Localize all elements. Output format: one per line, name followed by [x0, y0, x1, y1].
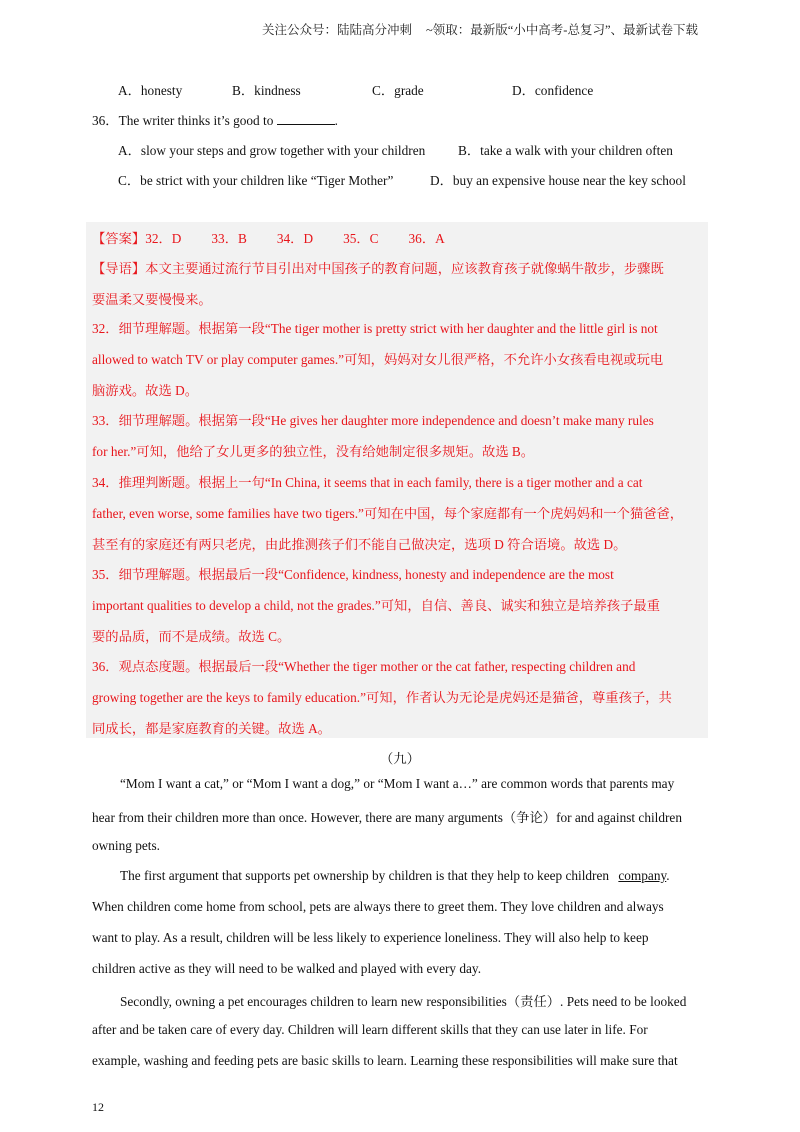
explanation-line: 同成长，都是家庭教育的关键。故选 A。 [92, 721, 331, 736]
q36-option-c: C．be strict with your children like “Tiger Mother” [118, 173, 394, 188]
q36-stem-text: 36．The writer thinks it’s good to [92, 113, 274, 128]
passage-line: “Mom I want a cat,” or “Mom I want a dog,” or “Mom I want a…” are common words that parents may [120, 776, 675, 791]
q35-option-c: C．grade [372, 83, 424, 98]
answer-key-line [92, 228, 445, 247]
passage-title: （九） [380, 751, 420, 766]
answer-blank [277, 112, 335, 125]
passage-line: want to play. As a result, children will be less likely to experience loneliness. They will also help to keep [92, 930, 649, 945]
q36-option-d: D．buy an expensive house near the key school [430, 173, 686, 188]
answer-36: 36．A [408, 231, 445, 246]
q35-option-d: D．confidence [512, 83, 594, 98]
explanation-line: 35．细节理解题。根据最后一段“Confidence, kindness, honesty and independence are the most [92, 567, 614, 582]
q36-stem [92, 110, 338, 129]
page-header [0, 20, 800, 42]
explanation-line: 甚至有的家庭还有两只老虎，由此推测孩子们不能自己做决定，选项 D 符合语境。故选 D。 [92, 537, 627, 552]
explanation-line: 33．细节理解题。根据第一段“He gives her daughter more independence and doesn’t make many rules [92, 413, 654, 428]
header-right-text: ~领取：最新版“小中高考-总复习”、最新试卷下载 [426, 23, 699, 37]
q36-stem-tail: . [334, 113, 338, 128]
header-left-text: 关注公众号：陆陆高分冲刺 [262, 23, 413, 37]
answer-32: 32．D [145, 231, 182, 246]
passage-line: after and be taken care of every day. Children will learn different skills that they can use later in life. For [92, 1022, 648, 1037]
explanation-line: 要温柔又要慢慢来。 [92, 292, 212, 307]
explanation-line: allowed to watch TV or play computer games.”可知，妈妈对女儿很严格，不允许小女孩看电视或玩电 [92, 352, 664, 367]
page-number: 12 [92, 1100, 104, 1114]
passage-text: . [666, 868, 670, 883]
explanation-line: 32．细节理解题。根据第一段“The tiger mother is pretty strict with her daughter and the little girl is not [92, 321, 658, 336]
passage-line: children active as they will need to be walked and played with every day. [92, 961, 482, 976]
answer-33: 33．B [211, 231, 247, 246]
passage-text: The first argument that supports pet ownership by children is that they help to keep children [120, 868, 610, 883]
passage-line: hear from their children more than once. However, there are many arguments（争论）for and against children [92, 810, 682, 825]
answer-label: 【答案】 [92, 231, 146, 246]
explanation-line: 34．推理判断题。根据上一句“In China, it seems that in each family, there is a tiger mother and a cat [92, 475, 643, 490]
explanation-line: 【导语】本文主要通过流行节目引出对中国孩子的教育问题，应该教育孩子就像蜗牛散步，步骤既 [92, 261, 664, 276]
q35-option-b: B．kindness [232, 83, 301, 98]
explanation-line: growing together are the keys to family education.”可知，作者认为无论是虎妈还是猫爸，尊重孩子，共 [92, 690, 672, 705]
passage-line [120, 868, 670, 884]
answer-35: 35．C [343, 231, 379, 246]
passage-line: When children come home from school, pets are always there to greet them. They love children and always [92, 899, 664, 914]
passage-line: example, washing and feeding pets are basic skills to learn. Learning these responsibilities will make sure that [92, 1053, 678, 1068]
passage-line: Secondly, owning a pet encourages children to learn new responsibilities（责任）. Pets need to be looked [120, 994, 687, 1009]
explanation-line: father, even worse, some families have two tigers.”可知在中国，每个家庭都有一个虎妈妈和一个猫爸爸， [92, 506, 684, 521]
answer-34: 34．D [276, 231, 314, 246]
underlined-word: company [618, 868, 667, 883]
explanation-line: important qualities to develop a child, not the grades.”可知，自信、善良、诚实和独立是培养孩子最重 [92, 598, 660, 613]
explanation-line: 脑游戏。故选 D。 [92, 383, 199, 398]
explanation-line: 要的品质，而不是成绩。故选 C。 [92, 629, 291, 644]
explanation-line: for her.”可知，他给了女儿更多的独立性，没有给她制定很多规矩。故选 B。 [92, 444, 535, 459]
explanation-line: 36．观点态度题。根据最后一段“Whether the tiger mother or the cat father, respecting children and [92, 659, 636, 674]
q35-option-a: A．honesty [118, 83, 183, 98]
passage-line: owning pets. [92, 838, 160, 853]
q36-option-b: B．take a walk with your children often [458, 143, 673, 158]
q36-option-a: A．slow your steps and grow together with your children [118, 143, 426, 158]
